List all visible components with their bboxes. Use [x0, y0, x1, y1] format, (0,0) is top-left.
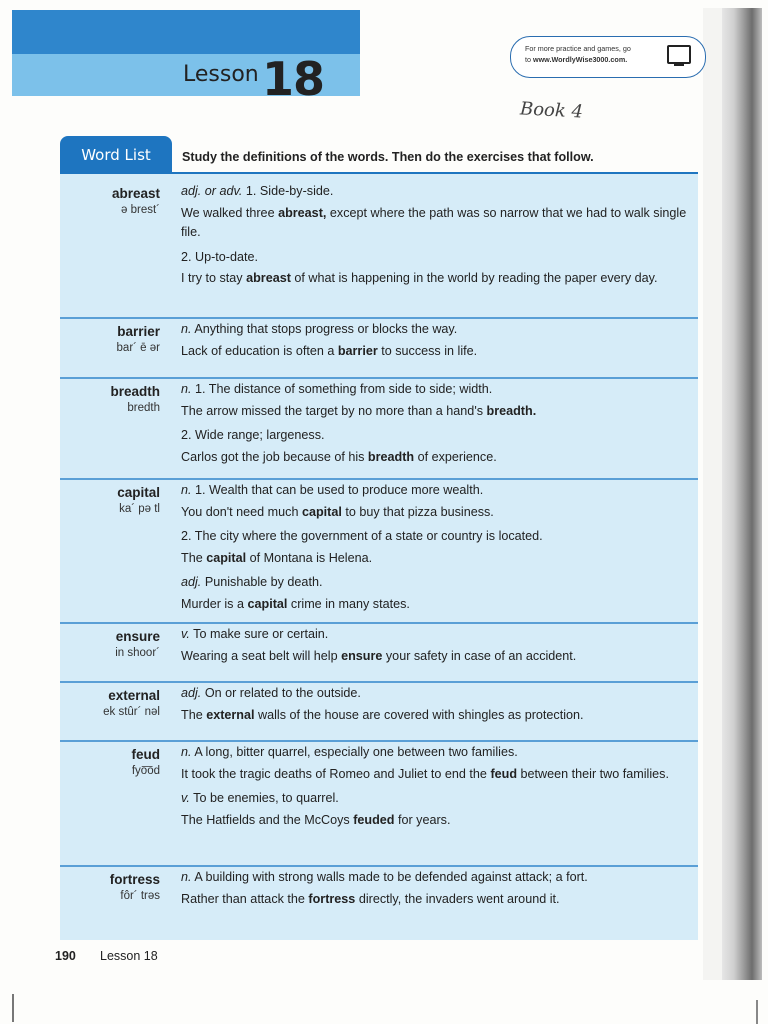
sense-definition: [181, 868, 691, 888]
pronunciation: fôr´ trəs: [120, 890, 160, 902]
example-keyword: external: [206, 707, 255, 722]
headword: breadth: [110, 384, 160, 399]
definition-text: 1. Wealth that can be used to produce more wealth.: [195, 483, 484, 497]
headword-column: [103, 687, 160, 719]
definition-column: [181, 320, 691, 363]
part-of-speech: n.: [181, 322, 192, 336]
sense-definition: [181, 248, 691, 268]
website-callout-line2: [525, 54, 655, 65]
definition-text: 2. Wide range; largeness.: [181, 428, 325, 442]
example-text: to buy that pizza business.: [341, 504, 494, 519]
example-text: You don't need much: [181, 504, 302, 519]
definition-text: To make sure or certain.: [193, 627, 329, 641]
definition-column: [181, 684, 691, 727]
sense-definition: [181, 573, 691, 593]
part-of-speech: v.: [181, 627, 190, 641]
headword: abreast: [111, 186, 160, 201]
example-text: to success in life.: [377, 343, 478, 358]
scan-mark-right: [756, 1000, 758, 1024]
entry-divider: [60, 377, 698, 379]
example-sentence: [181, 890, 691, 910]
word-list-panel: [60, 174, 698, 940]
example-text: It took the tragic deaths of Romeo and Juliet to end the: [181, 766, 491, 781]
part-of-speech: n.: [181, 483, 192, 497]
example-keyword: abreast,: [278, 205, 327, 220]
example-keyword: capital: [301, 504, 342, 519]
definition-column: [181, 481, 691, 616]
page-number: 190: [55, 949, 76, 963]
headword-column: [110, 871, 160, 903]
definition-text: A building with strong walls made to be defended against attack; a fort.: [194, 870, 588, 884]
part-of-speech: n.: [181, 382, 192, 396]
example-keyword: abreast: [246, 271, 291, 285]
headword-column: [117, 484, 160, 516]
example-sentence: [181, 269, 691, 289]
example-text: crime in many states.: [287, 596, 410, 611]
definition-column: [181, 868, 691, 911]
example-keyword: fortress: [308, 891, 356, 906]
example-text: Lack of education is often a: [181, 343, 338, 358]
website-callout-prefix: to: [525, 55, 533, 64]
headword: barrier: [117, 324, 160, 339]
definition-text: To be enemies, to quarrel.: [193, 791, 339, 805]
pronunciation: ə brest´: [121, 204, 160, 216]
sense-definition: [181, 481, 691, 501]
handwritten-note: Book 4: [519, 98, 584, 123]
entry-divider: [60, 681, 698, 683]
headword: feud: [131, 747, 160, 762]
sense-definition: [181, 320, 691, 340]
computer-monitor-icon: [667, 45, 691, 64]
headword-column: [132, 746, 161, 778]
part-of-speech: adj. or adv.: [181, 184, 243, 198]
example-sentence: [181, 595, 691, 615]
example-keyword: feuded: [353, 812, 395, 827]
example-keyword: breadth.: [486, 403, 537, 418]
lesson-label: Lesson: [183, 62, 259, 87]
footer-lesson-label: Lesson 18: [100, 949, 158, 963]
example-keyword: capital: [206, 550, 247, 565]
definition-column: [181, 182, 691, 291]
example-sentence: [181, 503, 691, 523]
headword: ensure: [115, 629, 160, 644]
sense-definition: [181, 527, 691, 547]
example-sentence: [181, 647, 691, 667]
entry-divider: [60, 622, 698, 624]
part-of-speech: n.: [181, 745, 192, 759]
pronunciation: ek stûr´ nəl: [103, 706, 160, 718]
definition-column: [181, 743, 691, 832]
definition-text: 1. Side-by-side.: [245, 184, 334, 198]
example-sentence: [181, 342, 691, 362]
definition-text: On or related to the outside.: [204, 686, 361, 700]
sense-definition: [181, 182, 691, 202]
example-keyword: breadth: [367, 449, 415, 464]
headword-column: [110, 383, 160, 415]
headword: capital: [117, 485, 160, 500]
sense-definition: [181, 684, 691, 704]
example-sentence: [181, 402, 691, 422]
pronunciation: fyo͞od: [131, 765, 160, 777]
example-text: directly, the invaders went around it.: [355, 891, 560, 906]
headword: fortress: [109, 872, 160, 887]
example-text: your safety in case of an accident.: [382, 648, 577, 663]
website-callout: [510, 36, 706, 78]
pronunciation: bredth: [127, 402, 160, 414]
example-text: The: [181, 550, 207, 565]
example-sentence: [181, 706, 691, 726]
pronunciation: ka´ pə tl: [119, 503, 160, 515]
headword-column: [117, 323, 160, 355]
example-keyword: barrier: [337, 343, 378, 358]
entry-divider: [60, 317, 698, 319]
sense-definition: [181, 426, 691, 446]
definition-column: [181, 380, 691, 469]
example-text: for years.: [394, 812, 451, 827]
definition-text: Anything that stops progress or blocks the way.: [194, 322, 458, 336]
part-of-speech: adj.: [181, 575, 202, 589]
definition-text: 2. Up-to-date.: [181, 249, 259, 264]
definition-text: 2. The city where the government of a state or country is located.: [181, 529, 543, 543]
page-binding-gap: [703, 8, 722, 980]
example-text: of what is happening in the world by reading the paper every day.: [290, 271, 658, 285]
headword: external: [108, 688, 160, 703]
sense-definition: [181, 743, 691, 763]
part-of-speech: v.: [181, 791, 190, 805]
website-callout-line1: For more practice and games, go: [525, 44, 631, 53]
scan-mark-left: [12, 994, 14, 1022]
example-sentence: [181, 811, 691, 831]
headword-column: [115, 628, 160, 660]
example-text: The: [181, 707, 207, 722]
pronunciation: in shoor´: [115, 647, 160, 659]
example-keyword: ensure: [341, 648, 383, 663]
sense-definition: [181, 625, 691, 645]
example-sentence: [181, 448, 691, 468]
example-text: The arrow missed the target by no more than a hand's: [181, 403, 487, 418]
headword-column: [112, 185, 160, 217]
definition-text: 1. The distance of something from side to side; width.: [195, 382, 493, 396]
word-list-tab: Word List: [60, 136, 172, 172]
banner-top: [12, 10, 360, 54]
example-text: We walked three: [181, 205, 279, 220]
example-sentence: [181, 204, 691, 243]
website-callout-text: [525, 43, 655, 65]
website-url: www.WordlyWise3000.com.: [533, 55, 628, 64]
entry-divider: [60, 478, 698, 480]
example-keyword: capital: [247, 596, 288, 611]
definition-column: [181, 625, 691, 668]
example-text: walls of the house are covered with shingles as protection.: [254, 707, 584, 722]
example-text: of experience.: [414, 449, 497, 464]
lesson-number: 18: [262, 52, 325, 106]
sense-definition: [181, 789, 691, 809]
example-sentence: [181, 765, 691, 785]
example-text: I try to stay: [181, 271, 247, 285]
entry-divider: [60, 865, 698, 867]
example-text: between their two families.: [517, 766, 669, 781]
example-text: Wearing a seat belt will help: [181, 648, 342, 663]
example-text: Murder is a: [181, 596, 248, 611]
example-keyword: feud: [490, 766, 518, 781]
example-text: The Hatfields and the McCoys: [181, 812, 354, 827]
example-text: Carlos got the job because of his: [181, 449, 368, 464]
definition-text: Punishable by death.: [204, 575, 323, 589]
example-sentence: [181, 549, 691, 569]
definition-text: A long, bitter quarrel, especially one between two families.: [194, 745, 518, 759]
part-of-speech: adj.: [181, 686, 202, 700]
sense-definition: [181, 380, 691, 400]
part-of-speech: n.: [181, 870, 192, 884]
pronunciation: bar´ ē ər: [116, 342, 160, 354]
example-text: except where the path was so narrow that we had to walk single file.: [181, 205, 687, 239]
example-text: Rather than attack the: [181, 891, 309, 906]
word-list-instructions: Study the definitions of the words. Then do the exercises that follow.: [182, 150, 594, 164]
entry-divider: [60, 740, 698, 742]
book-spine: [722, 8, 762, 980]
example-text: of Montana is Helena.: [246, 550, 373, 565]
